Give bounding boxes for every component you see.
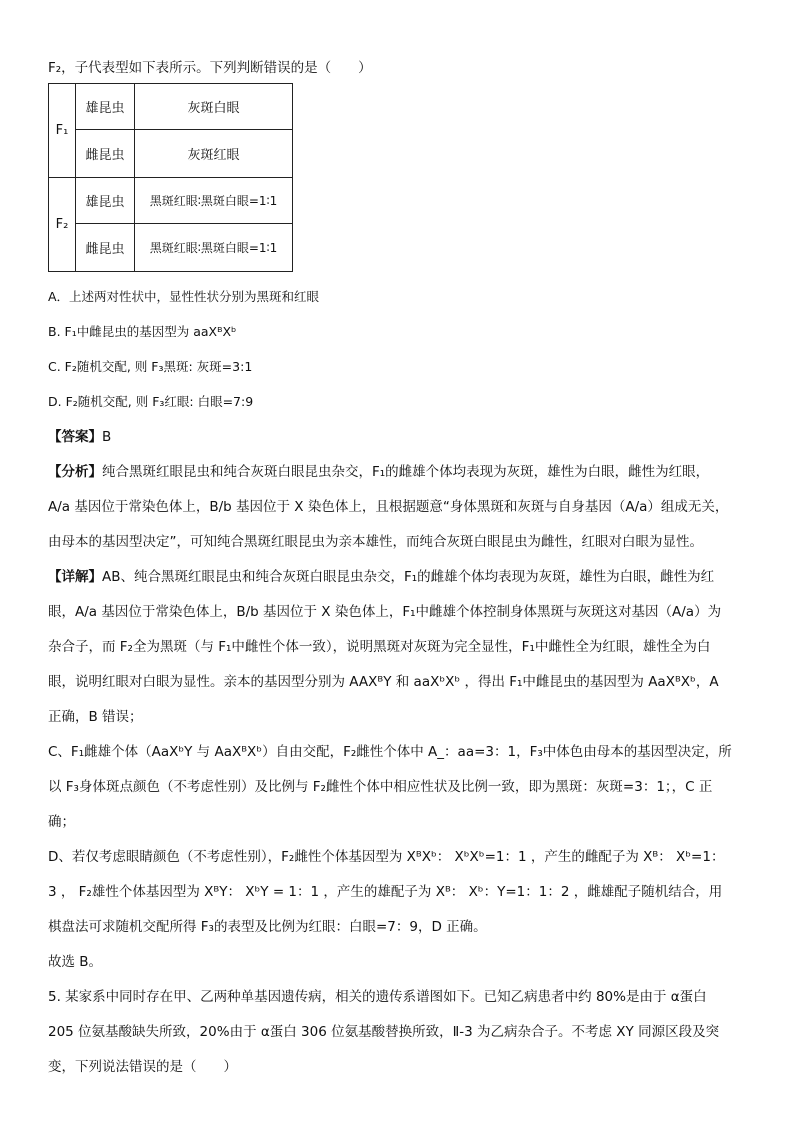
detail-line: C、F₁雌雄个体（AaXᵇY 与 AaXᴮXᵇ）自由交配，F₂雌性个体中 A_：aa=3：1，F₃中体色由母本的基因型决定，所 bbox=[48, 744, 732, 760]
table-row bbox=[49, 84, 293, 130]
generation-cell: F₂ bbox=[49, 178, 76, 272]
detail-line: 棋盘法可求随机交配所得 F₃的表型及比例为红眼：白眼=7：9，D 正确。 bbox=[48, 919, 487, 935]
detail-line: 杂合子，而 F₂全为黑斑（与 F₁中雌性个体一致），说明黑斑对灰斑为完全显性，F₁中雌性全为红眼，雄性全为白 bbox=[48, 639, 711, 655]
phenotype-table bbox=[48, 83, 293, 272]
analysis-line: 由母本的基因型决定”，可知纯合黑斑红眼昆虫为亲本雄性，而纯合灰斑白眼昆虫为雌性，红眼对白眼为显性。 bbox=[48, 534, 703, 550]
sex-cell: 雌昆虫 bbox=[76, 224, 135, 272]
analysis-text: 纯合黑斑红眼昆虫和纯合灰斑白眼昆虫杂交，F₁的雌雄个体均表现为灰斑，雄性为白眼，雌性为红眼， bbox=[102, 464, 710, 480]
detail-line: 以 F₃身体斑点颜色（不考虑性别）及比例与 F₂雌性个体中相应性状及比例一致，即为黑斑：灰斑=3：1；，C 正 bbox=[48, 779, 713, 795]
option-d: D. F₂随机交配, 则 F₃红眼: 白眼=7:9 bbox=[48, 394, 254, 409]
detail-line: 眼，说明红眼对白眼为显性。亲本的基因型分别为 AAXᴮY 和 aaXᵇXᵇ ，得出 F₁中雌昆虫的基因型为 AaXᴮXᵇ，A bbox=[48, 674, 719, 690]
answer-value: B bbox=[102, 429, 112, 445]
table-row bbox=[49, 224, 293, 272]
detail-line: 确； bbox=[48, 814, 75, 830]
phenotype-cell: 灰斑白眼 bbox=[135, 84, 293, 130]
table-row bbox=[49, 178, 293, 224]
option-c: C. F₂随机交配, 则 F₃黑斑: 灰斑=3:1 bbox=[48, 359, 253, 374]
sex-cell: 雄昆虫 bbox=[76, 84, 135, 130]
detail-line: 正确，B 错误； bbox=[48, 709, 143, 725]
analysis-line: A/a 基因位于常染色体上，B/b 基因位于 X 染色体上，且根据题意“身体黑斑和灰斑与自身基因（A/a）组成无关， bbox=[48, 499, 729, 515]
detail-line: 3 ， F₂雄性个体基因型为 XᴮY： XᵇY = 1：1 ，产生的雄配子为 Xᴮ： Xᵇ：Y=1：1：2 ，雌雄配子随机结合，用 bbox=[48, 884, 723, 900]
detail-label: 【详解】 bbox=[48, 569, 102, 585]
answer-label: 【答案】 bbox=[48, 429, 102, 445]
sex-cell: 雄昆虫 bbox=[76, 178, 135, 224]
detail-line bbox=[48, 567, 714, 587]
phenotype-cell: 灰斑红眼 bbox=[135, 130, 293, 178]
sex-cell: 雌昆虫 bbox=[76, 130, 135, 178]
detail-line: 故选 B。 bbox=[48, 954, 103, 970]
phenotype-cell: 黑斑红眼∶黑斑白眼=1∶1 bbox=[135, 178, 293, 224]
next-question-line: 5. 某家系中同时存在甲、乙两种单基因遗传病，相关的遗传系谱图如下。已知乙病患者中约 80%是由于 α蛋白 bbox=[48, 989, 707, 1005]
table-row bbox=[49, 130, 293, 178]
detail-line: D、若仅考虑眼睛颜色（不考虑性别），F₂雌性个体基因型为 XᴮXᵇ： XᵇXᵇ=1：1 ，产生的雌配子为 Xᴮ： Xᵇ=1： bbox=[48, 849, 725, 865]
analysis-line bbox=[48, 462, 709, 482]
answer-line bbox=[48, 427, 111, 447]
analysis-label: 【分析】 bbox=[48, 464, 102, 480]
phenotype-cell: 黑斑红眼∶黑斑白眼=1∶1 bbox=[135, 224, 293, 272]
next-question-line: 205 位氨基酸缺失所致，20%由于 α蛋白 306 位氨基酸替换所致，Ⅱ-3 为乙病杂合子。不考虑 XY 同源区段及突 bbox=[48, 1024, 720, 1040]
detail-line: 眼，A/a 基因位于常染色体上，B/b 基因位于 X 染色体上，F₁中雌雄个体控制身体黑斑与灰斑这对基因（A/a）为 bbox=[48, 604, 722, 620]
option-b: B. F₁中雌昆虫的基因型为 aaXᴮXᵇ bbox=[48, 324, 237, 339]
option-a: A．上述两对性状中，显性性状分别为黑斑和红眼 bbox=[48, 289, 320, 304]
generation-cell: F₁ bbox=[49, 84, 76, 178]
next-question-line: 变，下列说法错误的是（ ） bbox=[48, 1059, 237, 1075]
question-stem: F₂，子代表型如下表所示。下列判断错误的是（ ） bbox=[48, 60, 372, 76]
detail-text: AB、纯合黑斑红眼昆虫和纯合灰斑白眼昆虫杂交，F₁的雌雄个体均表现为灰斑，雄性为白眼，雌性为红 bbox=[102, 569, 715, 585]
